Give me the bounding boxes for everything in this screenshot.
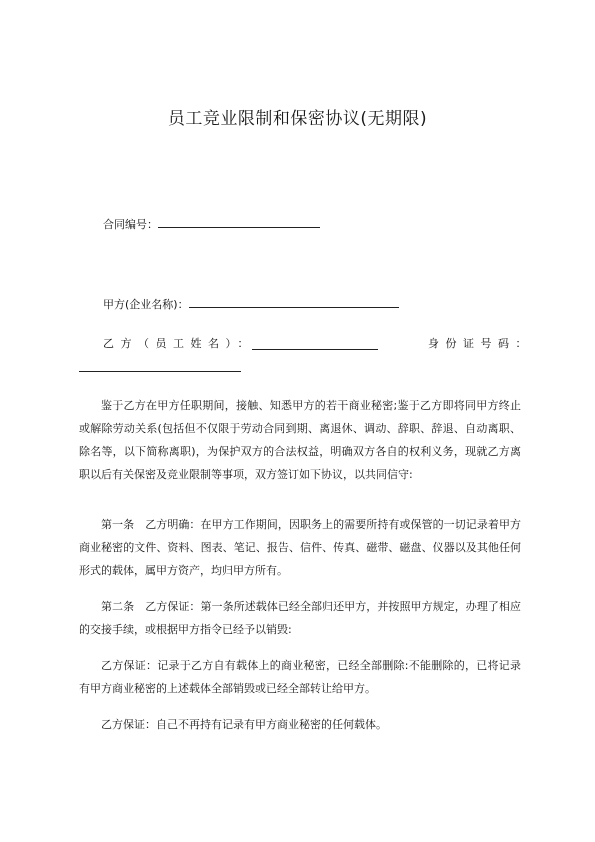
party-a-field — [103, 297, 399, 312]
guarantee-paragraph-1: 乙方保证：记录于乙方自有载体上的商业秘密，已经全部删除:不能删除的，已将记录有甲方商业秘密的上述载体全部销毁或已经全部转让给甲方。 — [79, 659, 521, 695]
contract-number-label: 合同编号： — [103, 218, 158, 231]
contract-number-blank — [158, 217, 320, 228]
id-number-label: 身份证号码： — [428, 337, 533, 350]
article-1-paragraph: 第一条 乙方明确：在甲方工作期间，因职务上的需要所持有或保管的一切记录着甲方商业秘密的文件、资料、图表、笔记、报告、信件、传真、磁带、磁盘、仪器以及其他任何形式的载体，属甲方资产，均归甲方所有。 — [79, 518, 521, 577]
preamble-paragraph: 鉴于乙方在甲方任职期间，接触、知悉甲方的若干商业秘密;鉴于乙方即将同甲方终止或解除劳动关系(包括但不仅限于劳动合同到期、离退休、调动、辞职、辞退、自动离职、除名等，以下简称离职)，为保护双方的合法权益，明确双方各自的权利义务，现就乙方离职以后有关保密及竞业限制等事项，双方签订如下协议，以共同信守: — [79, 399, 521, 481]
party-a-blank — [189, 297, 399, 308]
document-title: 员工竞业限制和保密协议(无期限) — [167, 109, 428, 129]
party-b-label: 乙方（员工姓名）： — [103, 337, 255, 350]
contract-number-field — [103, 217, 320, 232]
id-number-blank — [79, 361, 241, 372]
article-2-paragraph: 第二条 乙方保证：第一条所述载体已经全部归还甲方，并按照甲方规定，办理了相应的交接手续，或根据甲方指令已经予以销毁: — [79, 600, 521, 636]
guarantee-paragraph-2: 乙方保证：自己不再持有记录有甲方商业秘密的任何载体。 — [101, 718, 387, 731]
party-a-label: 甲方(企业名称)： — [103, 298, 189, 311]
party-b-blank — [252, 339, 378, 350]
